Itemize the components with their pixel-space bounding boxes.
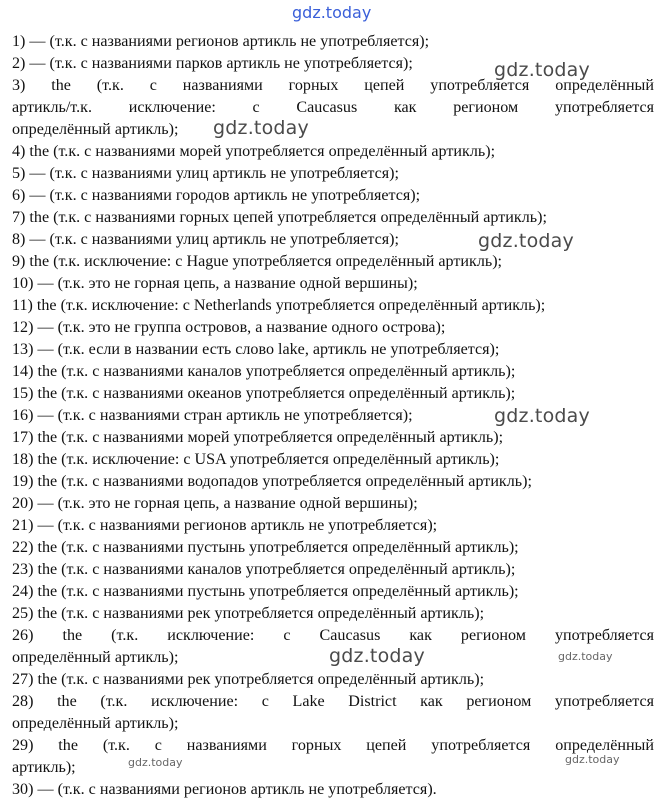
text-line-2: 2) — (т.к. с названиями парков артикль не употребляется); bbox=[12, 55, 413, 72]
text-line-6: 4) the (т.к. с названиями морей употребляется определённый артикль); bbox=[12, 143, 496, 160]
text-line-12: 10) — (т.к. это не горная цепь, а название одной вершины); bbox=[12, 275, 418, 292]
text-line-34: артикль); bbox=[12, 759, 76, 776]
text-line-24: 22) the (т.к. с названиями пустынь употребляется определённый артикль); bbox=[12, 539, 519, 556]
text-line-31: 28) the (т.к. исключение: с Lake District как регионом употребляется bbox=[12, 693, 654, 710]
watermark-4: gdz.today bbox=[494, 405, 590, 427]
text-line-35: 30) — (т.к. с названиями регионов артикль не употребляется). bbox=[12, 781, 437, 798]
watermark-2: gdz.today bbox=[213, 117, 309, 139]
watermark-6: gdz.today bbox=[558, 650, 613, 663]
text-line-3: 3) the (т.к. с названиями горных цепей употребляется определённый bbox=[12, 77, 654, 94]
text-line-33: 29) the (т.к. с названиями горных цепей употребляется определённый bbox=[12, 737, 654, 754]
text-line-4: артикль/т.к. исключение: с Caucasus как регионом употребляется bbox=[12, 99, 654, 116]
text-line-21: 19) the (т.к. с названиями водопадов употребляется определённый артикль); bbox=[12, 473, 532, 490]
text-line-13: 11) the (т.к. исключение: с Netherlands употребляется определённый артикль); bbox=[12, 297, 546, 314]
text-line-29: определённый артикль); bbox=[12, 649, 179, 666]
text-line-10: 8) — (т.к. с названиями улиц артикль не употребляется); bbox=[12, 231, 399, 248]
text-line-19: 17) the (т.к. с названиями морей употребляется определённый артикль); bbox=[12, 429, 504, 446]
watermark-1: gdz.today bbox=[494, 59, 590, 81]
text-line-18: 16) — (т.к. с названиями стран артикль не употребляется); bbox=[12, 407, 413, 424]
text-line-5: определённый артикль); bbox=[12, 121, 179, 138]
watermark-3: gdz.today bbox=[478, 230, 574, 252]
text-line-14: 12) — (т.к. это не группа островов, а название одного острова); bbox=[12, 319, 446, 336]
text-line-23: 21) — (т.к. с названиями регионов артикль не употребляется); bbox=[12, 517, 438, 534]
watermark-8: gdz.today bbox=[565, 753, 620, 766]
text-line-26: 24) the (т.к. с названиями пустынь употребляется определённый артикль); bbox=[12, 583, 519, 600]
watermark-7: gdz.today bbox=[128, 756, 183, 769]
text-line-1: 1) — (т.к. с названиями регионов артикль не употребляется); bbox=[12, 33, 430, 50]
text-line-7: 5) — (т.к. с названиями улиц артикль не употребляется); bbox=[12, 165, 399, 182]
text-line-16: 14) the (т.к. с названиями каналов употребляется определённый артикль); bbox=[12, 363, 516, 380]
text-line-32: определённый артикль); bbox=[12, 715, 179, 732]
watermark-5: gdz.today bbox=[329, 645, 425, 667]
text-line-9: 7) the (т.к. с названиями горных цепей употребляется определённый артикль); bbox=[12, 209, 547, 226]
text-line-17: 15) the (т.к. с названиями океанов употребляется определённый артикль); bbox=[12, 385, 516, 402]
text-line-28: 26) the (т.к. исключение: с Caucasus как регионом употребляется bbox=[12, 627, 654, 644]
text-line-22: 20) — (т.к. это не горная цепь, а название одной вершины); bbox=[12, 495, 418, 512]
text-line-11: 9) the (т.к. исключение: с Hague употребляется определённый артикль); bbox=[12, 253, 503, 270]
text-line-15: 13) — (т.к. если в названии есть слово lake, артикль не употребляется); bbox=[12, 341, 500, 358]
text-line-30: 27) the (т.к. с названиями рек употребляется определённый артикль); bbox=[12, 671, 485, 688]
text-line-20: 18) the (т.к. исключение: с USA употребляется определённый артикль); bbox=[12, 451, 500, 468]
text-line-27: 25) the (т.к. с названиями рек употребляется определённый артикль); bbox=[12, 605, 485, 622]
watermark-top: gdz.today bbox=[292, 3, 372, 22]
text-line-8: 6) — (т.к. с названиями городов артикль не употребляется); bbox=[12, 187, 421, 204]
text-line-25: 23) the (т.к. с названиями каналов употребляется определённый артикль); bbox=[12, 561, 516, 578]
